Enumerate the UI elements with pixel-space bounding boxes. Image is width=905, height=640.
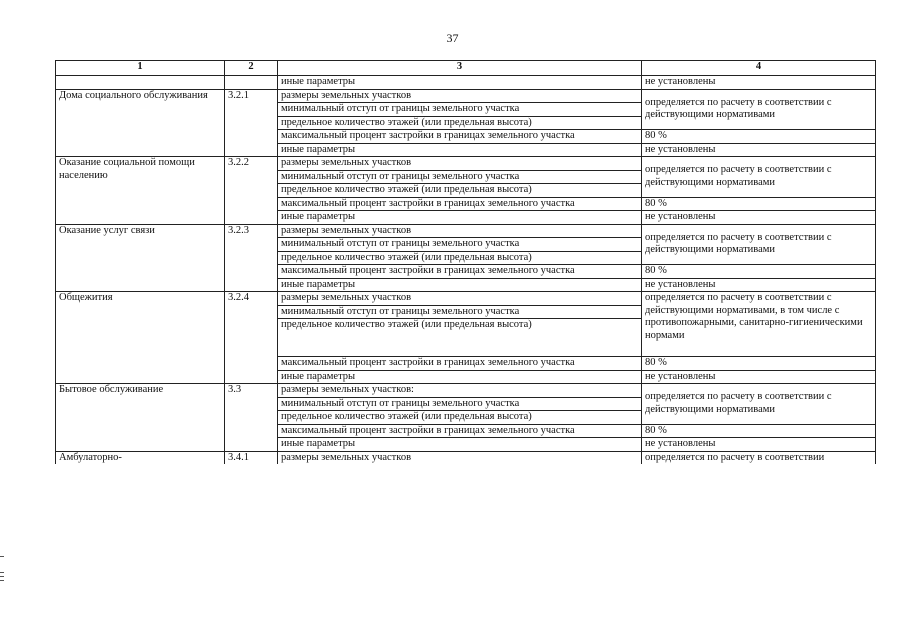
table-row (56, 89, 876, 103)
value-cell: определяется по расчету в соответствии (642, 451, 876, 464)
code-cell: 3.2.1 (225, 89, 278, 157)
code-cell: 3.3 (225, 384, 278, 452)
column-header: 1 (56, 61, 225, 76)
column-header: 2 (225, 61, 278, 76)
param-cell: максимальный процент застройки в границах земельного участка (278, 265, 642, 279)
param-cell: минимальный отступ от границы земельного участка (278, 103, 642, 117)
param-cell: предельное количество этажей (или предельная высота) (278, 116, 642, 130)
code-cell: 3.2.3 (225, 224, 278, 292)
code-cell (225, 76, 278, 90)
name-cell: Оказание услуг связи (56, 224, 225, 292)
column-header: 4 (642, 61, 876, 76)
value-cell: определяется по расчету в соответствии с действующими нормативами (642, 384, 876, 425)
name-cell (56, 76, 225, 90)
name-cell: Общежития (56, 292, 225, 384)
value-cell: 80 % (642, 357, 876, 371)
value-cell: определяется по расчету в соответствии с действующими нормативами, в том числе с противопожарными, санитарно-гигиеническими нормами (642, 292, 876, 357)
param-cell: иные параметры (278, 370, 642, 384)
page-number: 37 (446, 31, 459, 45)
param-cell: размеры земельных участков (278, 292, 642, 306)
param-cell: размеры земельных участков: (278, 384, 642, 398)
table-row (56, 76, 876, 90)
margin-mark (0, 556, 4, 557)
value-cell: 80 % (642, 424, 876, 438)
param-cell: минимальный отступ от границы земельного участка (278, 397, 642, 411)
name-cell: Оказание социальной помощи населению (56, 157, 225, 225)
value-cell: определяется по расчету в соответствии с действующими нормативами (642, 224, 876, 265)
value-cell: не установлены (642, 278, 876, 292)
param-cell: размеры земельных участков (278, 451, 642, 464)
value-cell: не установлены (642, 143, 876, 157)
value-cell: не установлены (642, 211, 876, 225)
param-cell: максимальный процент застройки в границах земельного участка (278, 197, 642, 211)
param-cell: предельное количество этажей (или предельная высота) (278, 411, 642, 425)
param-cell: максимальный процент застройки в границах земельного участка (278, 357, 642, 371)
value-cell: определяется по расчету в соответствии с действующими нормативами (642, 157, 876, 198)
value-cell: 80 % (642, 130, 876, 144)
param-cell: минимальный отступ от границы земельного участка (278, 238, 642, 252)
code-cell: 3.2.2 (225, 157, 278, 225)
code-cell: 3.4.1 (225, 451, 278, 464)
param-cell: размеры земельных участков (278, 89, 642, 103)
param-cell: иные параметры (278, 278, 642, 292)
param-cell: иные параметры (278, 211, 642, 225)
margin-mark (0, 572, 4, 573)
header-row (56, 61, 876, 76)
value-cell: определяется по расчету в соответствии с действующими нормативами (642, 89, 876, 130)
margin-mark (0, 576, 4, 577)
param-cell: предельное количество этажей (или предельная высота) (278, 319, 642, 357)
param-cell: иные параметры (278, 76, 642, 90)
param-cell: размеры земельных участков (278, 157, 642, 171)
value-cell: не установлены (642, 76, 876, 90)
param-cell: иные параметры (278, 143, 642, 157)
param-cell: размеры земельных участков (278, 224, 642, 238)
margin-mark (0, 580, 4, 581)
value-cell: не установлены (642, 370, 876, 384)
name-cell: Дома социального обслуживания (56, 89, 225, 157)
value-cell: 80 % (642, 265, 876, 279)
param-cell: максимальный процент застройки в границах земельного участка (278, 130, 642, 144)
table-row (56, 157, 876, 171)
param-cell: иные параметры (278, 438, 642, 452)
table-row (56, 224, 876, 238)
param-cell: максимальный процент застройки в границах земельного участка (278, 424, 642, 438)
value-cell: 80 % (642, 197, 876, 211)
table-row (56, 292, 876, 306)
table-row (56, 451, 876, 464)
param-cell: минимальный отступ от границы земельного участка (278, 305, 642, 319)
name-cell: Бытовое обслуживание (56, 384, 225, 452)
regulations-table (55, 60, 876, 464)
value-cell: не установлены (642, 438, 876, 452)
table-row (56, 384, 876, 398)
column-header: 3 (278, 61, 642, 76)
param-cell: минимальный отступ от границы земельного участка (278, 170, 642, 184)
param-cell: предельное количество этажей (или предельная высота) (278, 251, 642, 265)
code-cell: 3.2.4 (225, 292, 278, 384)
name-cell: Амбулаторно- (56, 451, 225, 464)
param-cell: предельное количество этажей (или предельная высота) (278, 184, 642, 198)
